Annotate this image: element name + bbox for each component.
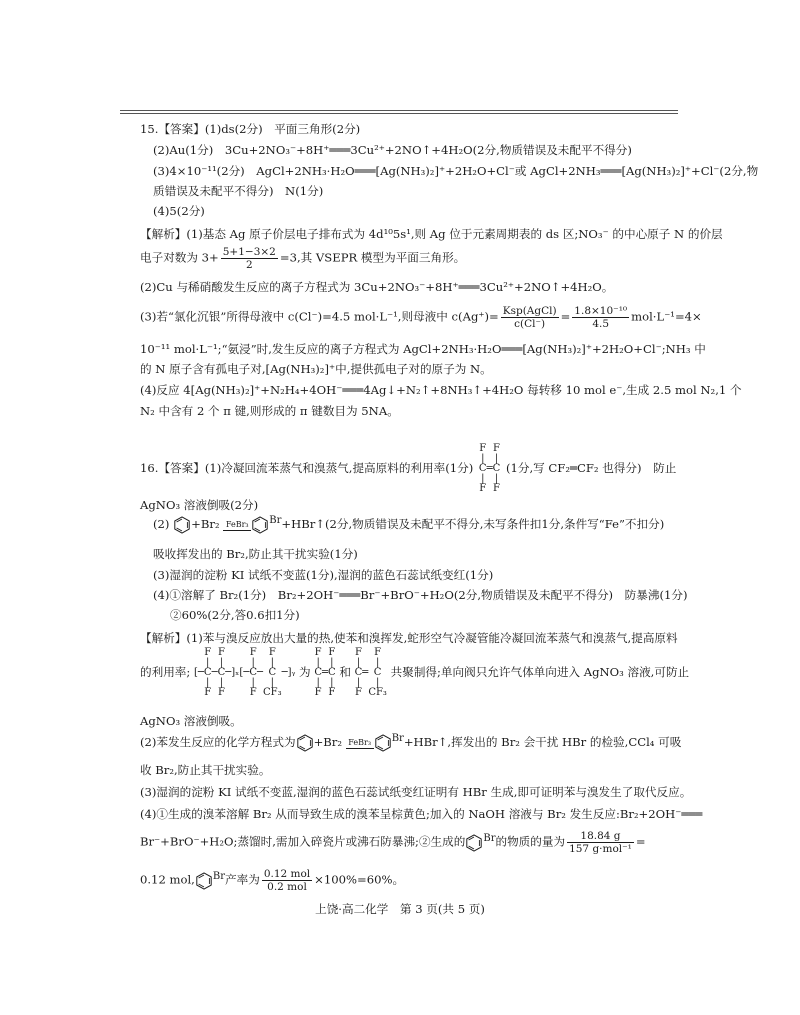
catalyst-arrow: FeBr₃ bbox=[346, 738, 374, 749]
bromobenzene-icon bbox=[465, 834, 483, 852]
q15-analysis-1: 【解析】(1)基态 Ag 原子价层电子排布式为 4d¹⁰5s¹,则 Ag 位于元素周期表的 ds 区;NO₃⁻ 的中心原子 N 的价层 bbox=[140, 227, 723, 241]
q15-analysis-2: (2)Cu 与稀硝酸发生反应的离子方程式为 3Cu+2NO₃⁻+8H⁺═══3Cu²⁺+2NO↑+4H₂O。 bbox=[140, 280, 614, 294]
q16-answer-2-equation: (2) +Br₂ FeBr₃ Br+HBr↑(2分,物质错误及未配平不得分,未写条件扣1分,条件写“Fe”不扣分) bbox=[153, 516, 713, 534]
q16-analysis-yield: 0.12 mol, Br产率为 $\frac{\text{0.12 mol}}{\text{0.2 mol}}$ ×100%=60%。 bbox=[140, 868, 405, 893]
benzene-ring-icon bbox=[296, 734, 314, 752]
fraction-moles: $\frac{18.84 g}{\text{157 g·mol⁻¹}}$ bbox=[569, 830, 632, 855]
q16-answer-1-cont: AgNO₃ 溶液倒吸(2分) bbox=[140, 498, 259, 512]
q16-answer-1: 16.【答案】(1)冷凝回流苯蒸气和溴蒸气,提高原料的利用率(1分) F F | | C ═ C | | F F (1分,写 CF₂═CF₂ 也得分) 防止 bbox=[140, 443, 677, 494]
fraction-yield: $\frac{\text{0.12 mol}}{\text{0.2 mol}}$ bbox=[263, 868, 311, 893]
q16-answer-4-2: ②60%(2分,答0.6扣1分) bbox=[170, 608, 300, 622]
header-rule-2 bbox=[120, 113, 678, 114]
monomer-hfp-structure: F F | | C ═ C | | F CF₃ bbox=[354, 647, 387, 698]
q15-analysis-vsepr: 电子对数为 3+ $\frac{5+1-3\times 2}{2}$ =3,其 VSEPR 模型为平面三角形。 bbox=[140, 246, 466, 271]
q16-analysis-2: (2)苯发生反应的化学方程式为 +Br₂ FeBr₃ Br+HBr↑,挥发出的 Br₂ 会干扰 HBr 的检验,CCl₄ 可吸 bbox=[140, 734, 700, 752]
catalyst-arrow: FeBr₃ bbox=[223, 520, 251, 531]
q16-analysis-polymer: 的利用率; F F F F | | | | [─ C ─ C ─]ₓ [─ C ─ C ─]ᵧ | | | | F F F CF₃ 为 F F | | C ═ C | | F F 和 F F | | C ═ C | | F CF₃ 共聚制得;单向阀只允许气体单向进入 AgNO₃ 溶液,可防止 bbox=[140, 647, 690, 698]
q15-answer-3-cont: 质错误及未配平不得分) N(1分) bbox=[153, 184, 324, 198]
tetrafluoroethylene-structure: F F | | C ═ C | | F F bbox=[478, 443, 501, 494]
q16-answer-2-cont: 吸收挥发出的 Br₂,防止其干扰实验(1分) bbox=[153, 547, 358, 561]
q15-answer-3: (3)4×10⁻¹¹(2分) AgCl+2NH₃·H₂O═══[Ag(NH₃)₂]⁺+2H₂O+Cl⁻或 AgCl+2NH₃═══[Ag(NH₃)₂]⁺+Cl⁻(2分,物 bbox=[153, 164, 759, 178]
q16-analysis-2-cont: 收 Br₂,防止其干扰实验。 bbox=[140, 763, 271, 777]
fraction: $\frac{5+1-3\times 2}{2}$ bbox=[222, 246, 276, 271]
header-rule bbox=[120, 110, 678, 111]
q15-answer-1: 15.【答案】(1)ds(2分) 平面三角形(2分) bbox=[140, 122, 361, 136]
fraction-value: $\frac{\text{1.8×10⁻¹⁰}}{4.5}$ bbox=[574, 305, 628, 330]
bromobenzene-icon bbox=[374, 734, 392, 752]
bromobenzene-icon bbox=[251, 516, 269, 534]
q16-analysis-4: (4)①生成的溴苯溶解 Br₂ 从而导致生成的溴苯呈棕黄色;加入的 NaOH 溶液与 Br₂ 发生反应:Br₂+2OH⁻═══ bbox=[140, 807, 703, 821]
q15-analysis-4: (4)反应 4[Ag(NH₃)₂]⁺+N₂H₄+4OH⁻═══4Ag↓+N₂↑+8NH₃↑+4H₂O 每转移 10 mol e⁻,生成 2.5 mol N₂,1 个 bbox=[140, 383, 742, 397]
q15-analysis-3: (3)若“氯化沉银”所得母液中 c(Cl⁻)=4.5 mol·L⁻¹,则母液中 c(Ag⁺)= $\frac{\text{Ksp(AgCl)}}{c(Cl^-)}$ = $\frac{\text{1.8×10⁻¹⁰}}{4.5}$ mol·L⁻¹=4× bbox=[140, 305, 702, 330]
fraction-ksp: $\frac{\text{Ksp(AgCl)}}{c(Cl^-)}$ bbox=[502, 305, 557, 330]
q16-analysis-3: (3)湿润的淀粉 KI 试纸不变蓝,湿润的蓝色石蕊试纸变红证明有 HBr 生成,即可证明苯与溴发生了取代反应。 bbox=[140, 785, 692, 799]
q15-analysis-4-cont: N₂ 中含有 2 个 π 键,则形成的 π 键数目为 5NA。 bbox=[140, 404, 399, 418]
q15-answer-4: (4)5(2分) bbox=[153, 204, 205, 218]
q15-answer-2: (2)Au(1分) 3Cu+2NO₃⁻+8H⁺═══3Cu²⁺+2NO↑+4H₂O(2分,物质错误及未配平不得分) bbox=[153, 143, 632, 157]
copolymer-structure: F F F F | | | | [─ C ─ C ─]ₓ [─ C ─ C ─]ᵧ | | | | F F F CF₃ bbox=[193, 647, 296, 698]
monomer-tfe-structure: F F | | C ═ C | | F F bbox=[314, 647, 336, 698]
q15-analysis-3-cont2: 的 N 原子含有孤电子对,[Ag(NH₃)₂]⁺中,提供孤电子对的原子为 N。 bbox=[140, 362, 492, 376]
q16-analysis-1: 【解析】(1)苯与溴反应放出大量的热,使苯和溴挥发,蛇形空气冷凝管能冷凝回流苯蒸气和溴蒸气,提高原料 bbox=[140, 631, 678, 645]
page-footer: 上饶·高二化学 第 3 页(共 5 页) bbox=[315, 902, 485, 916]
q16-analysis-1-cont: AgNO₃ 溶液倒吸。 bbox=[140, 714, 242, 728]
q15-analysis-3-cont: 10⁻¹¹ mol·L⁻¹;“氨浸”时,发生反应的离子方程式为 AgCl+2NH₃·H₂O═══[Ag(NH₃)₂]⁺+2H₂O+Cl⁻;NH₃ 中 bbox=[140, 342, 706, 356]
q16-answer-4: (4)①溶解了 Br₂(1分) Br₂+2OH⁻═══Br⁻+BrO⁻+H₂O(2分,物质错误及未配平不得分) 防暴沸(1分) bbox=[153, 588, 688, 602]
bromobenzene-icon bbox=[195, 872, 213, 890]
q16-answer-3: (3)湿润的淀粉 KI 试纸不变蓝(1分),湿润的蓝色石蕊试纸变红(1分) bbox=[153, 568, 494, 582]
q16-analysis-4-cont: Br⁻+BrO⁻+H₂O;蒸馏时,需加入碎瓷片或沸石防暴沸;②生成的 Br的物质的量为 $\frac{18.84 g}{\text{157 g·mol⁻¹}}$ = bbox=[140, 830, 646, 855]
benzene-ring-icon bbox=[173, 516, 191, 534]
